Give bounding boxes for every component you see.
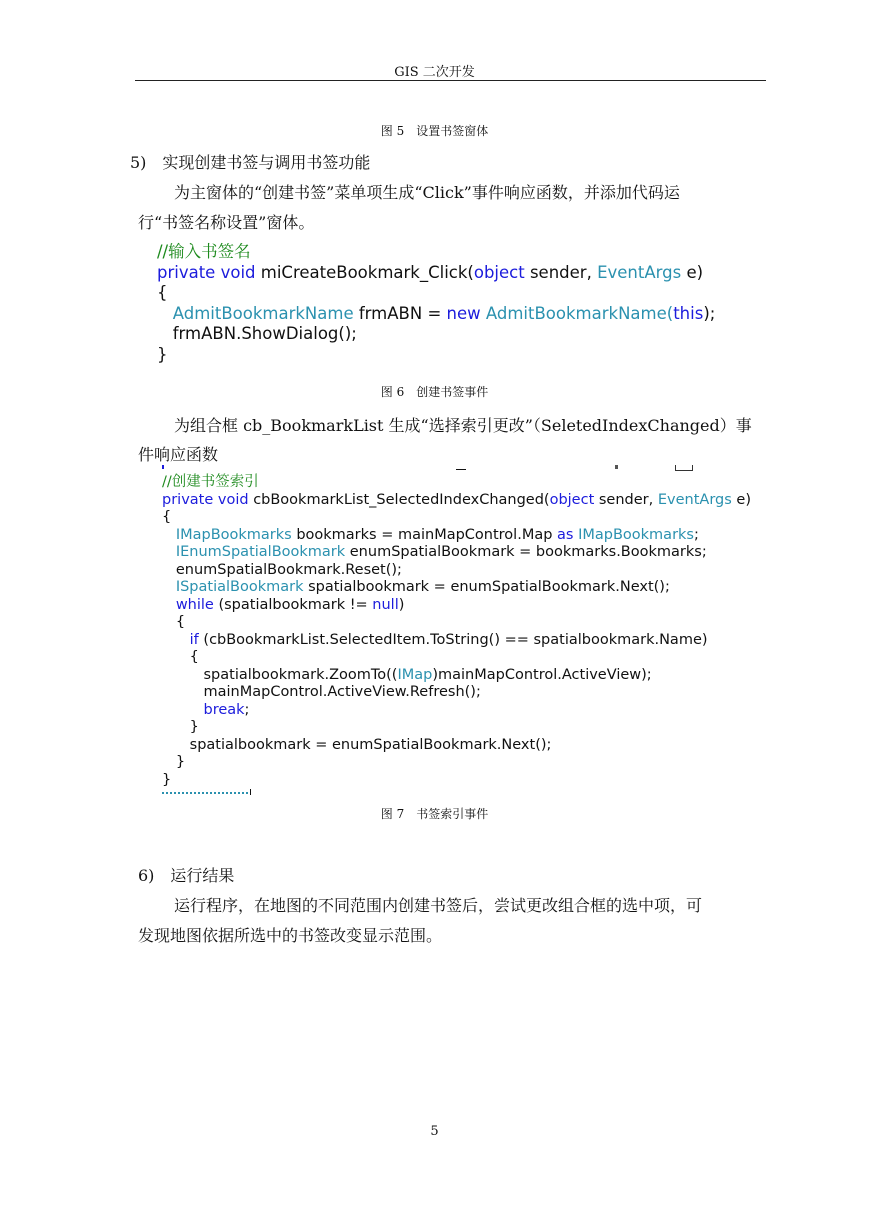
code-2-line-17 (162, 754, 751, 772)
code-2-line-6 (162, 562, 751, 580)
code-1-comment-line (157, 242, 715, 263)
section-6-heading: 6) 运行结果 (138, 866, 235, 885)
code-token: cbBookmarkList_SelectedIndexChanged( (253, 491, 550, 508)
header-rule (135, 80, 766, 81)
code-1-signature-line (157, 263, 715, 284)
code-token: spatialbookmark = enumSpatialBookmark.Next(); (189, 736, 552, 753)
code-token: enumSpatialBookmark = bookmarks.Bookmarks; (349, 544, 707, 560)
code-token: object (473, 262, 525, 282)
code-token: { (175, 614, 186, 630)
code-token: IEnumSpatialBookmark (175, 544, 346, 560)
code-token: //输入书签名 (157, 242, 251, 261)
code-2-comment-line (162, 474, 751, 492)
code-2-close-brace: } (162, 771, 172, 788)
code-token: null (372, 596, 399, 613)
code-2-line-4 (162, 527, 751, 545)
code-token: if (189, 631, 199, 648)
code-token: while (175, 596, 214, 613)
code-token: EventArgs (597, 262, 682, 282)
section-5-heading: 5) 实现创建书签与调用书签功能 (130, 153, 371, 172)
code-1-open-brace: { (157, 283, 168, 302)
code-token: ; (244, 701, 250, 718)
combobox-paragraph-line-1: 为组合框 cb_BookmarkList 生成“选择索引更改”（SeletedIndexChanged）事 (174, 416, 752, 435)
code-token: ); (703, 303, 716, 323)
code-2-line-9 (162, 614, 751, 632)
section-5-paragraph-line-2: 行“书签名称设置”窗体。 (138, 213, 315, 232)
code-token: IMap (397, 666, 433, 683)
code-2-line-5 (162, 544, 751, 562)
code-block-2 (162, 474, 751, 789)
code-2-line-16 (162, 737, 751, 755)
code-1-line-4 (157, 304, 715, 325)
code-token: IMapBookmarks (175, 526, 292, 543)
code-token: enumSpatialBookmark.Reset(); (175, 561, 402, 578)
code-block-1-cropped-top (157, 236, 817, 240)
code-token: //创建书签索引 (162, 474, 259, 490)
code-block-2-cropped-top (160, 465, 700, 472)
code-token: EventArgs (657, 491, 732, 508)
code-token: ) (398, 596, 405, 613)
code-2-line-11 (162, 649, 751, 667)
page-header-title: GIS 二次开发 (394, 65, 475, 80)
code-token: ; (693, 526, 699, 543)
code-2-open-brace: { (162, 509, 172, 525)
code-token: as (557, 526, 574, 543)
code-token: (cbBookmarkList.SelectedItem.ToString() == spatialbookmark.Name) (203, 631, 708, 648)
code-token: frmABN.ShowDialog(); (172, 324, 357, 343)
code-2-line-13 (162, 684, 751, 702)
code-2-signature-line (162, 492, 751, 510)
code-token: sender, (529, 262, 592, 282)
code-2-line-15 (162, 719, 751, 737)
code-token: mainMapControl.ActiveView.Refresh(); (203, 684, 481, 700)
code-token: new (446, 303, 481, 323)
section-6-paragraph-line-1: 运行程序，在地图的不同范围内创建书签后，尝试更改组合框的选中项，可 (174, 896, 703, 915)
code-token: (spatialbookmark != (218, 596, 368, 613)
code-token: sender, (598, 491, 654, 508)
code-token: private (157, 262, 216, 282)
code-token: bookmarks = mainMapControl.Map (296, 526, 553, 543)
code-block-1 (157, 242, 715, 365)
code-token: )mainMapControl.ActiveView); (432, 666, 652, 683)
code-token: } (189, 719, 199, 735)
code-2-line-8 (162, 597, 751, 615)
figure-7-caption: 图 7 书签索引事件 (380, 807, 489, 821)
code-token: e) (736, 491, 751, 508)
code-token: spatialbookmark.ZoomTo(( (203, 666, 398, 683)
section-6-paragraph-line-2: 发现地图依据所选中的书签改变显示范围。 (138, 926, 443, 945)
code-token: IMapBookmarks (578, 526, 694, 543)
code-token: object (549, 491, 595, 508)
code-token: void (220, 262, 256, 282)
code-token: spatialbookmark = enumSpatialBookmark.Next(); (308, 579, 670, 595)
code-token: AdmitBookmarkName( (485, 303, 674, 323)
code-token: void (217, 491, 249, 508)
code-token: miCreateBookmark_Click( (260, 262, 474, 282)
code-1-line-5 (157, 324, 715, 345)
code-1-close-brace: } (157, 344, 168, 364)
figure-6-caption: 图 6 创建书签事件 (380, 385, 489, 399)
code-token: private (162, 491, 214, 508)
code-token: ISpatialBookmark (175, 579, 304, 595)
code-2-line-12 (162, 667, 751, 685)
code-token: e) (686, 262, 704, 282)
section-5-paragraph-line-1: 为主窗体的“创建书签”菜单项生成“Click”事件响应函数，并添加代码运 (174, 183, 680, 202)
combobox-paragraph-line-2: 件响应函数 (138, 445, 219, 464)
code-token: break (203, 701, 245, 718)
code-2-line-14 (162, 702, 751, 720)
code-token: { (189, 649, 199, 665)
code-block-2-cropped-bottom (162, 789, 262, 795)
code-2-line-10 (162, 632, 751, 650)
code-2-line-7 (162, 579, 751, 597)
code-token: AdmitBookmarkName (172, 303, 354, 323)
page-number: 5 (430, 1124, 439, 1139)
code-token: frmABN = (358, 303, 442, 323)
figure-5-caption: 图 5 设置书签窗体 (380, 124, 489, 138)
code-token: } (175, 754, 186, 770)
code-token: this (673, 303, 704, 323)
